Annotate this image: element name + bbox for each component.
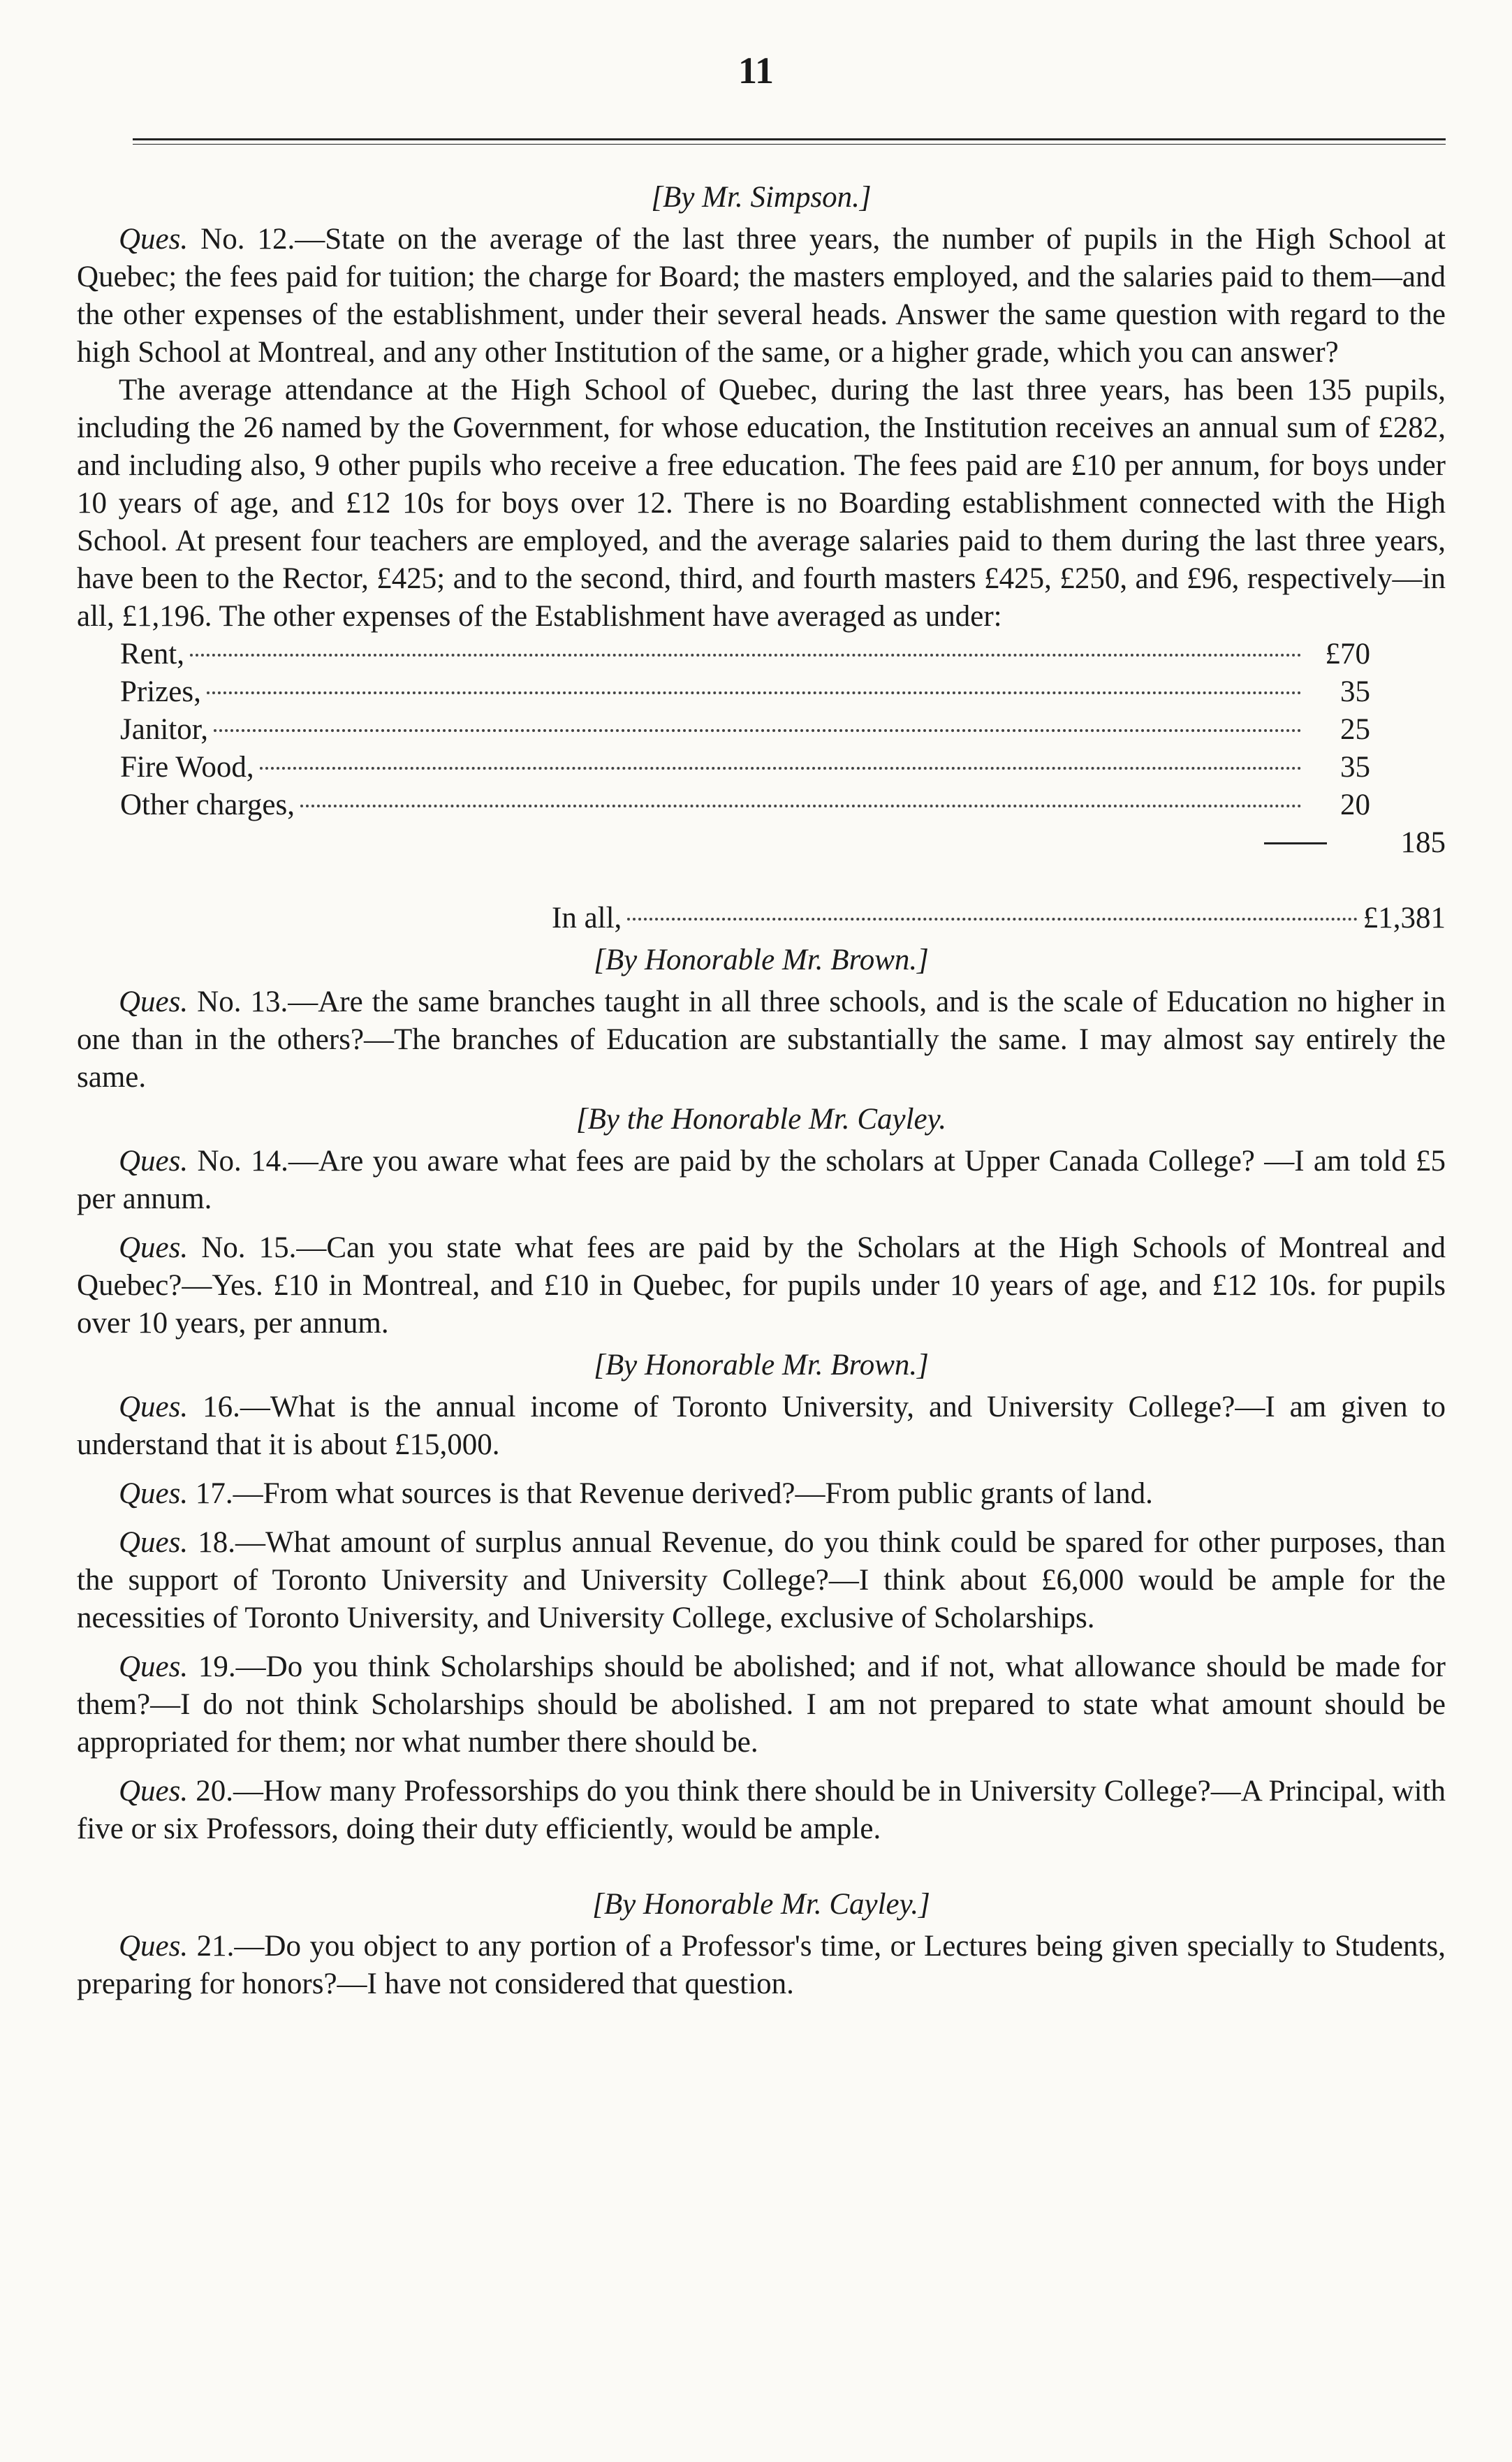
- question-text: No. 12.—State on the average of the last three years, the number of pupils in the High School at Quebec; the fees paid for tuition; the charge for Board; the masters employed, and the salaries paid to them—and the other expenses of the establishment, under their several heads. Answer the same question with regard to the high School at Montreal, and any other Institution of the same, or a higher grade, which you can answer?: [77, 223, 1446, 369]
- ledger-label: Fire Wood,: [120, 751, 254, 784]
- spacer: [77, 1637, 1446, 1648]
- question-label: Ques.: [119, 1477, 189, 1510]
- ledger-amount: 35: [1340, 675, 1370, 708]
- section-heading: [By Honorable Mr. Cayley.]: [592, 1888, 930, 1921]
- spacer: [77, 1464, 1446, 1475]
- leader-dots: [207, 691, 1302, 694]
- question-text: No. 13.—Are the same branches taught in all three schools, and is the scale of Education no higher in one than in the others?—The branches of Education are substantially the same. I may almost say entirely the same.: [77, 985, 1446, 1094]
- question-paragraph: [77, 1524, 1446, 1637]
- ledger-amount: 20: [1340, 789, 1370, 821]
- question-paragraph: [77, 1648, 1446, 1761]
- leader-dots: [190, 654, 1302, 657]
- ledger-row: [120, 636, 1370, 673]
- question-text: 18.—What amount of surplus annual Revenue, do you think could be spared for other purposes, than the support of Toronto University and University College?—I think about £6,000 would be ample for the necessities of Toronto University, and University College, exclusive of Scholarships.: [77, 1526, 1446, 1634]
- question-paragraph: [77, 983, 1446, 1097]
- ledger-row: [120, 673, 1370, 711]
- question-label: Ques.: [119, 1930, 189, 1963]
- question-label: Ques.: [119, 1391, 189, 1423]
- question-label: Ques.: [119, 985, 189, 1018]
- ledger-label: Janitor,: [120, 713, 209, 746]
- section-heading: [By Honorable Mr. Brown.]: [594, 944, 929, 976]
- question-paragraph: [77, 1388, 1446, 1464]
- question-label: Ques.: [119, 1650, 189, 1683]
- subtotal-amount: 185: [1400, 826, 1446, 859]
- question-paragraph: [77, 1143, 1446, 1218]
- section-heading: [By Mr. Simpson.]: [651, 181, 872, 214]
- body-after-ledger: [77, 941, 1446, 2003]
- ledger-label: Prizes,: [120, 675, 201, 708]
- page-number: 11: [737, 50, 775, 91]
- question-text: No. 15.—Can you state what fees are paid by the Scholars at the High Schools of Montreal and Quebec?—Yes. £10 in Montreal, and £10 in Quebec, for pupils under 10 years of age, and £12 10s. for pupils over 10 years, per annum.: [77, 1231, 1446, 1340]
- total-row: [552, 900, 1446, 937]
- ledger-label: Rent,: [120, 638, 184, 671]
- answer-paragraph: The average attendance at the High School of Quebec, during the last three years, has been 135 pupils, including the 26 named by the Government, for whose education, the Institution receives an annual sum of £282, and including also, 9 other pupils who receive a free education. The fees paid are £10 per annum, for boys under 10 years of age, and £12 10s for boys over 12. There is no Boarding establishment connected with the High School. At present four teachers are employed, and the average salaries paid to them during the last three years, have been to the Rector, £425; and to the second, third, and fourth masters £425, £250, and £96, respectively—in all, £1,196. The other expenses of the Establishment have averaged as under:: [77, 374, 1446, 633]
- question-text: 16.—What is the annual income of Toronto University, and University College?—I am given to understand that it is about £15,000.: [77, 1391, 1446, 1461]
- header-rule: [133, 138, 1446, 145]
- total-amount: £1,381: [1363, 902, 1446, 935]
- leader-dots: [260, 767, 1302, 770]
- subtotal-dash: [1264, 842, 1327, 844]
- question-label: Ques.: [119, 223, 189, 256]
- question-paragraph: [77, 1773, 1446, 1848]
- question-paragraph: [77, 1928, 1446, 2003]
- ledger-label: Other charges,: [120, 789, 295, 821]
- ledger-amount: £70: [1325, 638, 1370, 671]
- question-label: Ques.: [119, 1231, 189, 1264]
- subtotal-row: [77, 824, 1446, 862]
- question-text: 17.—From what sources is that Revenue derived?—From public grants of land.: [188, 1477, 1153, 1510]
- spacer: [77, 1848, 1446, 1882]
- page-body: [77, 175, 1446, 2003]
- spacer: [77, 1218, 1446, 1229]
- question-text: 21.—Do you object to any portion of a Professor's time, or Lectures being given specially to Students, preparing for honors?—I have not considered that question.: [77, 1930, 1446, 2000]
- leader-dots: [214, 729, 1302, 732]
- question-text: 20.—How many Professorships do you think there should be in University College?—A Principal, with five or six Professors, doing their duty efficiently, would be ample.: [77, 1775, 1446, 1845]
- spacer: [77, 1513, 1446, 1524]
- total-leader-dots: [627, 918, 1357, 921]
- question-label: Ques.: [119, 1145, 189, 1178]
- ledger-row: [120, 786, 1370, 824]
- question-text: 19.—Do you think Scholarships should be abolished; and if not, what allowance should be made for them?—I do not think Scholarships should be abolished. I am not prepared to state what amount should be appropriated for them; nor what number there should be.: [77, 1650, 1446, 1759]
- expense-ledger: [120, 636, 1370, 824]
- question-text: No. 14.—Are you aware what fees are paid by the scholars at Upper Canada College? —I am told £5 per annum.: [77, 1145, 1446, 1215]
- section-heading: [By the Honorable Mr. Cayley.: [575, 1103, 947, 1136]
- total-label: In all,: [552, 902, 622, 935]
- ledger-amount: 35: [1340, 751, 1370, 784]
- question-label: Ques.: [119, 1526, 189, 1559]
- question-paragraph: [77, 1475, 1446, 1513]
- ledger-row: [120, 749, 1370, 786]
- ledger-row: [120, 711, 1370, 749]
- spacer: [77, 1761, 1446, 1773]
- question-paragraph: [77, 221, 1446, 372]
- body-before-ledger: [77, 179, 1446, 636]
- section-heading: [By Honorable Mr. Brown.]: [594, 1349, 929, 1382]
- question-label: Ques.: [119, 1775, 189, 1808]
- question-paragraph: [77, 1229, 1446, 1342]
- leader-dots: [300, 805, 1302, 807]
- ledger-amount: 25: [1340, 713, 1370, 746]
